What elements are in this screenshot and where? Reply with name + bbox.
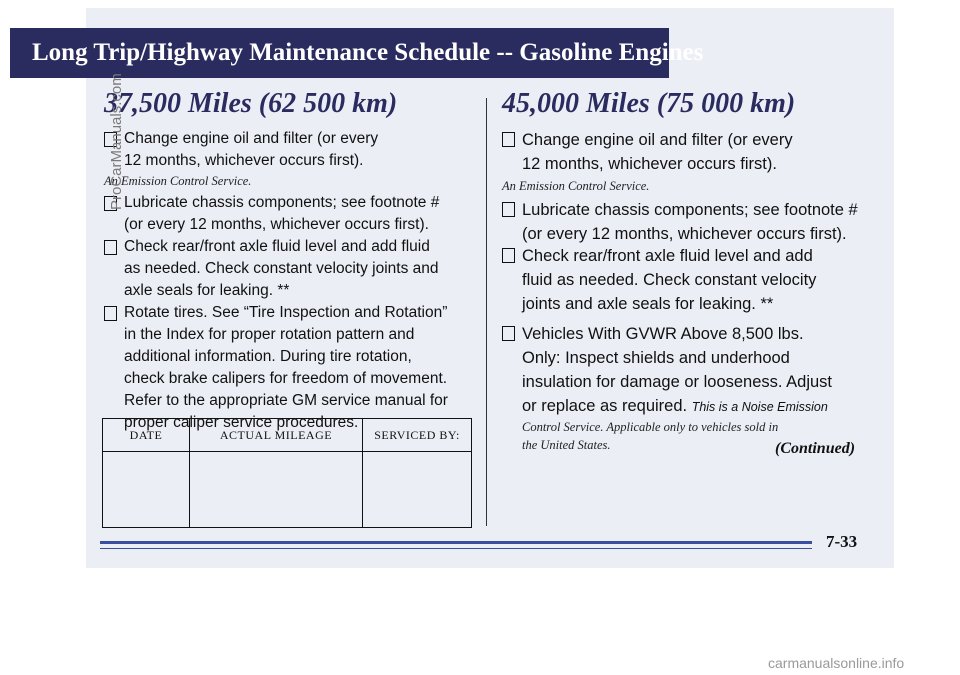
table-header-date: DATE [103, 419, 190, 452]
column-divider [486, 98, 487, 526]
checkbox[interactable] [502, 132, 515, 147]
item-line: Vehicles With GVWR Above 8,500 lbs. [522, 325, 804, 343]
item-line: axle seals for leaking. ** [124, 282, 290, 299]
item-line: proper caliper service procedures. [124, 414, 359, 431]
left-item-tires [104, 302, 484, 434]
footer-watermark: carmanualsonline.info [768, 655, 905, 671]
item-line: Change engine oil and filter (or every [124, 130, 379, 147]
item-line: Rotate tires. See “Tire Inspection and Rotation” [124, 304, 448, 321]
table-cell-date[interactable] [103, 452, 190, 528]
checkbox[interactable] [502, 248, 515, 263]
item-line: or replace as required. [522, 397, 688, 415]
left-item-oil [104, 128, 484, 172]
footer-rule [100, 541, 812, 544]
item-line: Lubricate chassis components; see footnote # [522, 201, 858, 219]
noise-emission-note: This is a Noise Emission [691, 400, 828, 414]
table-cell-serviced-by[interactable] [363, 452, 472, 528]
left-item-axle [104, 236, 484, 302]
service-log-table [102, 418, 472, 528]
right-item-axle [502, 244, 882, 316]
item-line: joints and axle seals for leaking. ** [522, 295, 774, 313]
item-line: 12 months, whichever occurs first). [522, 155, 777, 173]
item-line: Change engine oil and filter (or every [522, 131, 793, 149]
item-line: 12 months, whichever occurs first). [124, 152, 364, 169]
right-interval-title: 45,000 Miles (75 000 km) [502, 88, 796, 119]
item-line: (or every 12 months, whichever occurs first). [522, 225, 847, 243]
item-line: in the Index for proper rotation pattern and [124, 326, 415, 343]
section-banner [10, 28, 704, 78]
checkbox[interactable] [104, 240, 117, 255]
item-line: check brake calipers for freedom of movement. [124, 370, 448, 387]
item-line: Lubricate chassis components; see footnote # [124, 194, 440, 211]
continued-label: (Continued) [775, 440, 856, 457]
left-interval-title: 37,500 Miles (62 500 km) [104, 88, 398, 119]
table-cell-mileage[interactable] [190, 452, 363, 528]
section-title: Long Trip/Highway Maintenance Schedule -- Gasoline Engines [32, 39, 704, 66]
item-line: Only: Inspect shields and underhood [522, 349, 790, 367]
right-item-lubricate [502, 198, 882, 246]
item-line: Check rear/front axle fluid level and add [522, 247, 813, 265]
page-number: 7-33 [826, 532, 858, 551]
left-item-lubricate [104, 192, 484, 236]
checkbox[interactable] [502, 326, 515, 341]
footer-rule-thin [100, 548, 812, 549]
right-item-oil [502, 128, 882, 176]
item-line: fluid as needed. Check constant velocity [522, 271, 817, 289]
checkbox[interactable] [104, 306, 117, 321]
left-emission-note: An Emission Control Service. [104, 174, 252, 188]
noise-emission-note-line: the United States. [522, 438, 611, 452]
item-line: (or every 12 months, whichever occurs first). [124, 216, 429, 233]
item-line: insulation for damage or looseness. Adjust [522, 373, 833, 391]
item-line: additional information. During tire rotation, [124, 348, 412, 365]
item-line: Refer to the appropriate GM service manual for [124, 392, 448, 409]
noise-emission-note-line: Control Service. Applicable only to vehicles sold in [522, 420, 779, 434]
item-line: Check rear/front axle fluid level and add fluid [124, 238, 430, 255]
right-item-gvwr [502, 322, 882, 419]
checkbox[interactable] [502, 202, 515, 217]
item-line: as needed. Check constant velocity joints and [124, 260, 439, 277]
item-line-with-note [522, 394, 882, 419]
table-header-mileage: ACTUAL MILEAGE [190, 419, 363, 452]
side-watermark: ProCarManuals.com [108, 73, 125, 210]
right-emission-note: An Emission Control Service. [502, 179, 650, 193]
table-header-serviced-by: SERVICED BY: [363, 419, 472, 452]
